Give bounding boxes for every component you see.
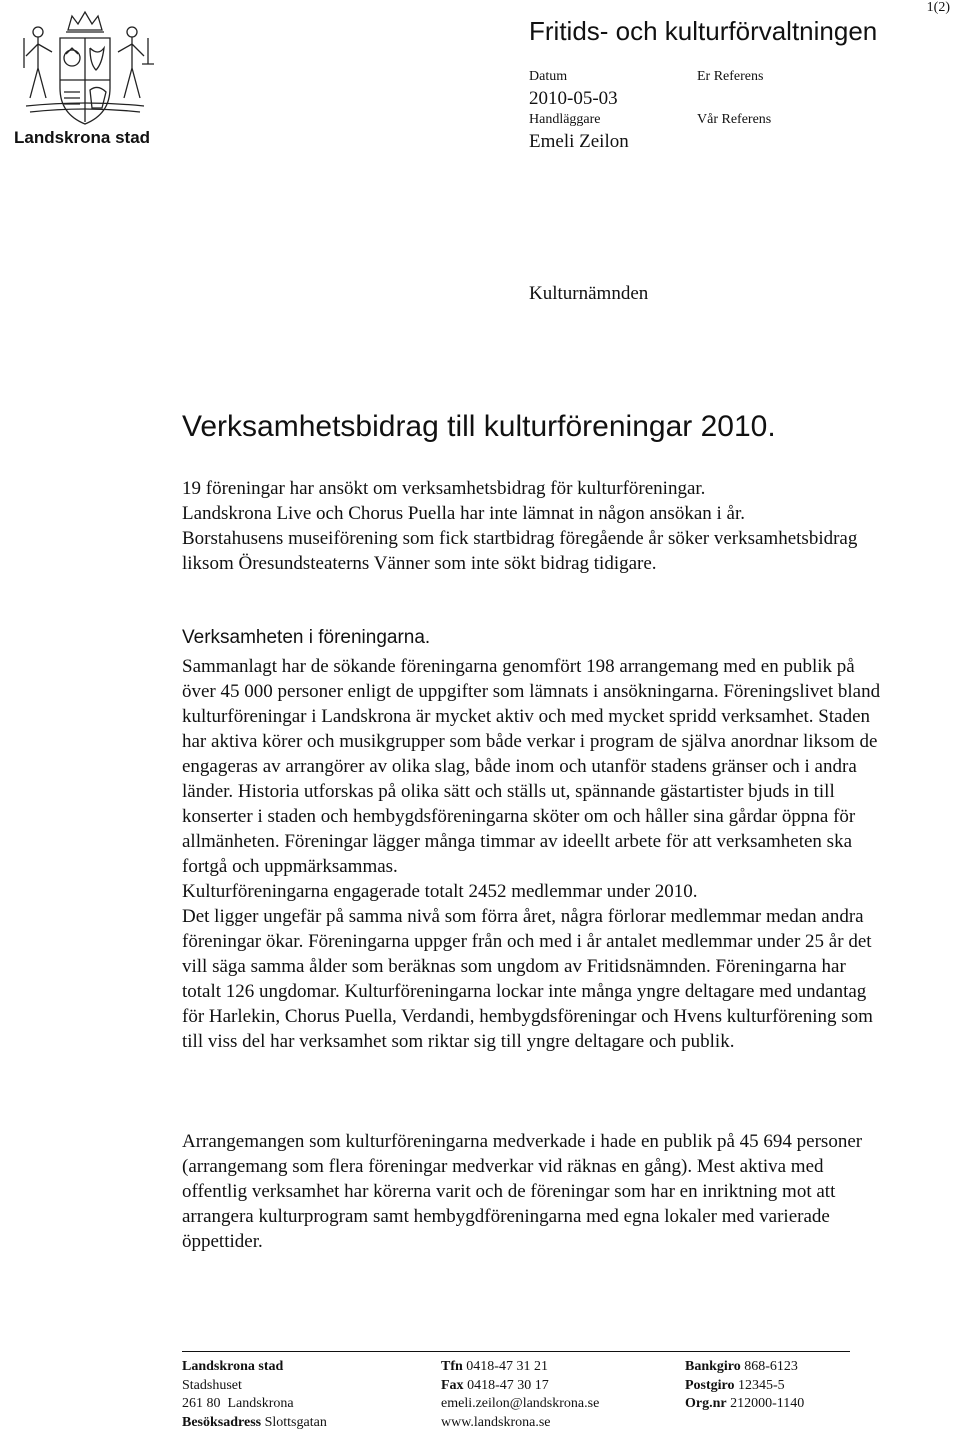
paragraph-text: Sammanlagt har de sökande föreningarna genomfört 198 arrangemang med en publik på över 45 000 personer enligt de uppgifter som lämnats i ansökningarna. Föreningslivet bland kulturföreningar i Landskrona är mycket aktiv och med mycket spridd verksamhet. Staden har aktiva körer och musikgrupper som både verkar i program de själva anordnar liksom de engageras av arrangörer av olika slag, både inom och utanför stadens gränser och i andra länder. Historia utforskas på olika sätt och ställs ut, spännande gästartister bjuds in till konserter i staden och hembygdsföreningarna sköter om och håller sina gårdar öppna för allmänheten. Föreningar lägger många timmar av ideellt arbete för att verksamheten ska fortgå och uppmärksammas. [182, 656, 881, 877]
our-reference-label: Vår Referens [697, 112, 772, 127]
footer-visit-label: Besöksadress [182, 1414, 262, 1430]
intro-block [182, 476, 882, 576]
section-heading: Verksamheten i föreningarna. [182, 627, 431, 648]
page-number: 1(2) [926, 0, 950, 15]
date-value: 2010-05-03 [529, 88, 618, 109]
footer-web-link[interactable]: www.landskrona.se [441, 1414, 551, 1430]
footer-phone-label: Tfn [441, 1359, 463, 1374]
footer-fax-label: Fax [441, 1377, 464, 1393]
activity-paragraph [182, 654, 882, 1054]
footer-postgiro-label: Postgiro [685, 1377, 735, 1393]
footer-orgnr-value: 212000-1140 [730, 1396, 805, 1411]
case-officer-value: Emeli Zeilon [529, 131, 629, 152]
date-label: Datum [529, 69, 568, 84]
footer-contact-column [441, 1358, 599, 1432]
footer-bankgiro-label: Bankgiro [685, 1359, 741, 1374]
intro-line: Borstahusens museiförening som fick startbidrag föregående år söker verksamhetsbidrag liksom Öresundsteaterns Vänner som inte sökt bidrag tidigare. [182, 528, 858, 574]
paragraph-text: Arrangemangen som kulturföreningarna medverkade i hade en publik på 45 694 personer (arrangemang som flera föreningar medverkar vid räknas en gång). Mest aktiva med offentlig verksamhet har körerna varit och de föreningar som har en inriktning mot att arrangera kulturprogram samt hembygdföreningarna med egna lokaler med varierade öppettider. [182, 1131, 863, 1252]
footer-org-name: Landskrona stad [182, 1359, 284, 1374]
footer-fax-value: 0418-47 30 17 [467, 1377, 549, 1393]
intro-line: Landskrona Live och Chorus Puella har inte lämnat in någon ansökan i år. [182, 503, 745, 524]
your-reference-label: Er Referens [697, 69, 764, 84]
paragraph-text: Kulturföreningarna engagerade totalt 2452 medlemmar under 2010. [182, 881, 698, 902]
footer-orgnr-label: Org.nr [685, 1396, 727, 1411]
footer-visit-value: Slottsgatan [264, 1414, 327, 1430]
case-officer-label: Handläggare [529, 112, 601, 127]
footer-email-link[interactable]: emeli.zeilon@landskrona.se [441, 1396, 600, 1411]
footer-address-line: Stadshuset [182, 1377, 242, 1393]
recipient: Kulturnämnden [529, 283, 649, 304]
footer-divider [182, 1351, 850, 1352]
footer-postgiro-value: 12345-5 [738, 1377, 785, 1393]
footer-banking-column [685, 1358, 804, 1414]
footer-bankgiro-value: 868-6123 [744, 1359, 798, 1374]
document-title: Verksamhetsbidrag till kulturföreningar 2010. [182, 410, 776, 443]
audience-paragraph [182, 1129, 882, 1254]
organization-logo-text: Landskrona stad [14, 128, 151, 147]
footer-address-column [182, 1358, 327, 1432]
footer-phone-value: 0418-47 31 21 [466, 1359, 548, 1374]
department-name: Fritids- och kulturförvaltningen [529, 16, 878, 46]
footer-address-line: 261 80 Landskrona [182, 1396, 294, 1411]
intro-line: 19 föreningar har ansökt om verksamhetsbidrag för kulturföreningar. [182, 478, 706, 499]
paragraph-text: Det ligger ungefär på samma nivå som förra året, några förlorar medlemmar medan andra föreningar ökar. Föreningarna uppger från och med i år antalet medlemmar under 25 år det vill säga samma ålder som beräknas som ungdom av Fritidsnämnden. Föreningarna har totalt 126 ungdomar. Kulturföreningarna lockar inte många yngre deltagare med undantag för Harlekin, Chorus Puella, Verdandi, hembygdsföreningar och Hvens kulturförening som till viss del har verksamhet som riktar sig till yngre deltagare och publik. [182, 906, 873, 1052]
